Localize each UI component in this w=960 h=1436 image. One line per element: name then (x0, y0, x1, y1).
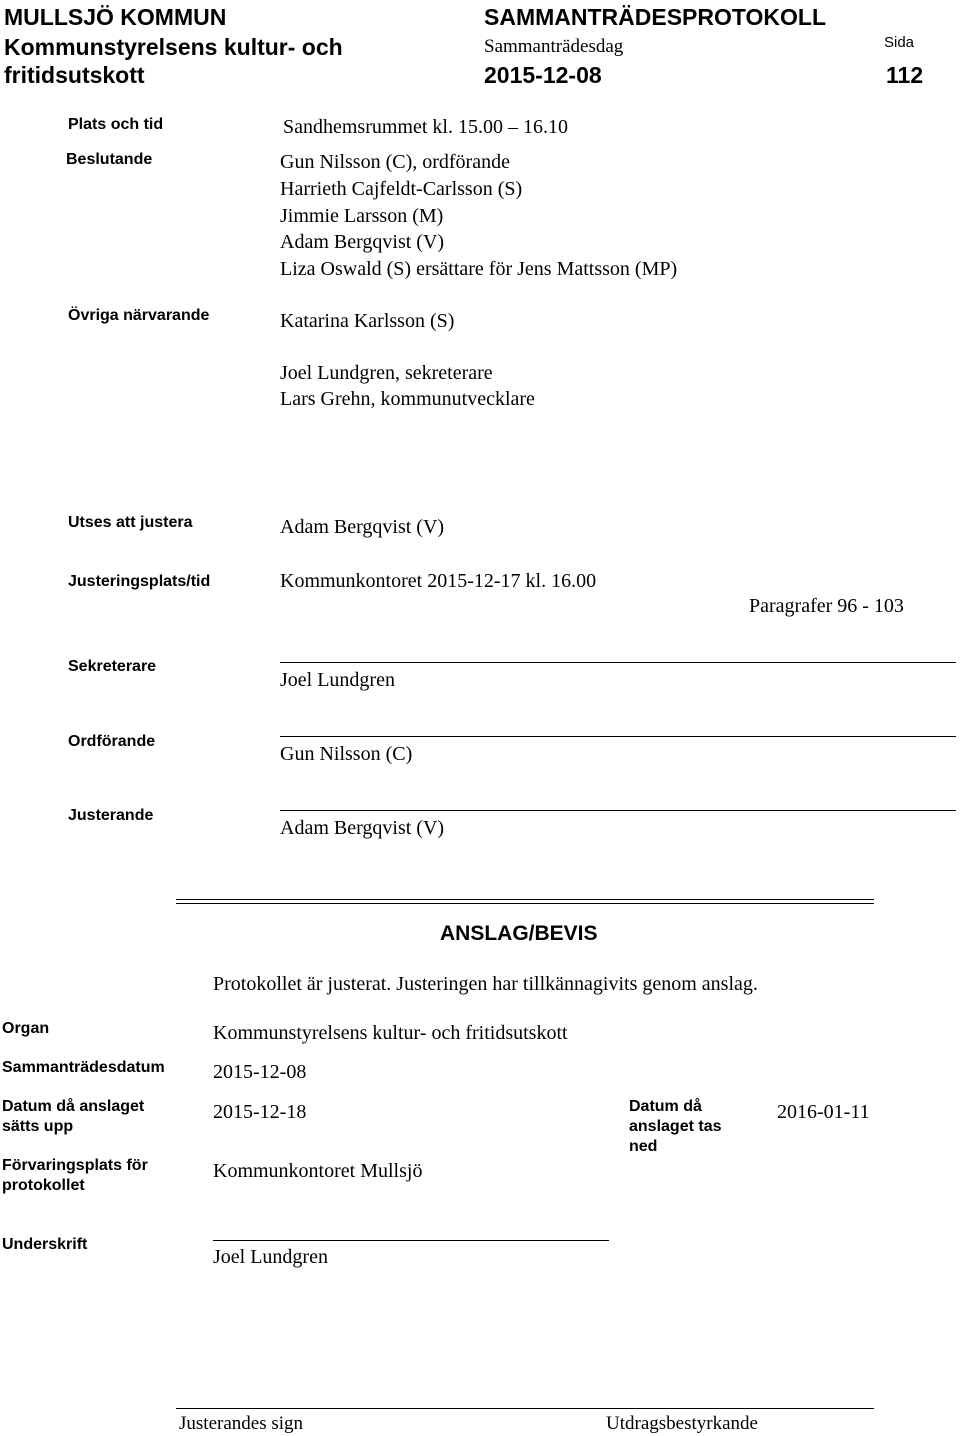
posted-date-label: sätts upp (2, 1118, 74, 1135)
organ-label: Organ (2, 1020, 50, 1037)
posted-date-label: Datum då anslaget (2, 1098, 145, 1115)
others-present-member: Katarina Karlsson (S) (280, 310, 455, 332)
appointed-adjuster-label: Utses att justera (68, 514, 193, 531)
adjuster-signature-line (280, 810, 956, 811)
meeting-date: 2015-12-08 (484, 62, 602, 88)
signature-label: Underskrift (2, 1236, 88, 1253)
page-number: 112 (886, 62, 924, 88)
notice-divider-top (176, 899, 874, 900)
appointed-adjuster-value: Adam Bergqvist (V) (280, 516, 445, 538)
notice-divider-bottom (176, 903, 874, 904)
deciding-member: Harrieth Cajfeldt-Carlsson (S) (280, 178, 523, 200)
meeting-date-label-notice: Sammanträdesdatum (2, 1059, 165, 1076)
deciding-member: Jimmie Larsson (M) (280, 205, 444, 227)
deciding-member: Liza Oswald (S) ersättare för Jens Mattsson (MP) (280, 258, 678, 280)
adjusters-sign-label: Justerandes sign (179, 1413, 304, 1434)
adjuster-label: Justerande (68, 807, 154, 824)
adjuster-name: Adam Bergqvist (V) (280, 817, 445, 839)
deciding-member: Gun Nilsson (C), ordförande (280, 151, 510, 173)
others-present-member: Lars Grehn, kommunutvecklare (280, 388, 535, 410)
document-type: SAMMANTRÄDESPROTOKOLL (484, 4, 827, 30)
municipality-name: MULLSJÖ KOMMUN (4, 4, 227, 30)
place-time-label: Plats och tid (68, 116, 164, 133)
meeting-date-label: Sammanträdesdag (484, 36, 624, 57)
posted-date-value: 2015-12-18 (213, 1101, 307, 1123)
committee-name-line1: Kommunstyrelsens kultur- och (4, 34, 343, 60)
notice-signature-line (213, 1240, 609, 1241)
notice-signature-name: Joel Lundgren (213, 1246, 328, 1268)
certification-label: Utdragsbestyrkande (606, 1413, 758, 1434)
deciding-member: Adam Bergqvist (V) (280, 231, 445, 253)
adjustment-place-time-value: Kommunkontoret 2015-12-17 kl. 16.00 (280, 570, 597, 592)
secretary-name: Joel Lundgren (280, 669, 395, 691)
storage-label: Förvaringsplats för (2, 1157, 148, 1174)
secretary-signature-line (280, 662, 956, 663)
chairman-label: Ordförande (68, 733, 156, 750)
storage-label: protokollet (2, 1177, 85, 1194)
removed-date-label: Datum då (629, 1098, 702, 1115)
removed-date-label: anslaget tas (629, 1118, 722, 1135)
committee-name-line2: fritidsutskott (4, 62, 145, 88)
deciding-label: Beslutande (66, 151, 153, 168)
page-label: Sida (884, 34, 915, 51)
organ-value: Kommunstyrelsens kultur- och fritidsutskott (213, 1022, 568, 1044)
chairman-signature-line (280, 736, 956, 737)
place-time-value: Sandhemsrummet kl. 15.00 – 16.10 (283, 116, 568, 138)
secretary-label: Sekreterare (68, 658, 157, 675)
meeting-date-value-notice: 2015-12-08 (213, 1061, 307, 1083)
others-present-label: Övriga närvarande (68, 307, 210, 324)
footer-line (176, 1408, 874, 1409)
adjustment-place-time-label: Justeringsplats/tid (68, 573, 211, 590)
paragraphs-range: Paragrafer 96 - 103 (749, 595, 904, 617)
removed-date-value: 2016-01-11 (777, 1101, 870, 1123)
others-present-member: Joel Lundgren, sekreterare (280, 362, 493, 384)
chairman-name: Gun Nilsson (C) (280, 743, 413, 765)
removed-date-label: ned (629, 1138, 658, 1155)
notice-statement: Protokollet är justerat. Justeringen har tillkännagivits genom anslag. (213, 973, 758, 995)
notice-title: ANSLAG/BEVIS (440, 922, 598, 945)
storage-value: Kommunkontoret Mullsjö (213, 1160, 423, 1182)
